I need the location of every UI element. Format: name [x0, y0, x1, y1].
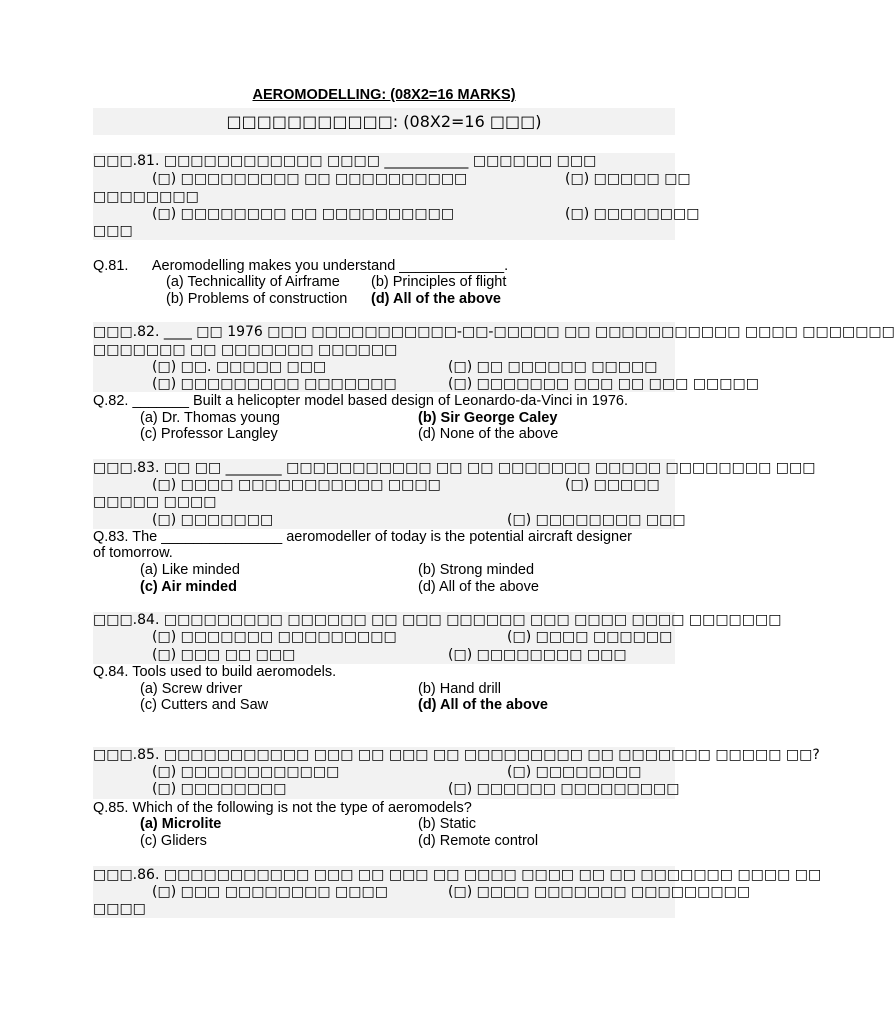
- question-81-hindi-option-c: (□) □□□□□□□□ □□ □□□□□□□□□□: [152, 206, 455, 222]
- question-85-hindi-block: [93, 747, 820, 799]
- question-83-text-line2: of tomorrow.: [93, 545, 173, 561]
- question-83-hindi-option-c: (□) □□□□□□□: [152, 512, 274, 528]
- question-82-option-c: (c) Professor Langley: [140, 426, 278, 442]
- question-84-option-b: (b) Hand drill: [418, 681, 501, 697]
- question-81-option-a: (a) Technicallity of Airframe: [166, 274, 340, 290]
- question-86-hindi-option-b-cont: □□□□: [93, 901, 146, 917]
- question-84-hindi-option-c: (□) □□□ □□ □□□: [152, 647, 296, 663]
- question-81-hindi-option-a: (□) □□□□□□□□□ □□ □□□□□□□□□□: [152, 171, 468, 187]
- question-84-hindi-option-d: (□) □□□□□□□□ □□□: [448, 647, 627, 663]
- question-83-option-d: (d) All of the above: [418, 579, 539, 595]
- question-83-hindi-option-b-cont: □□□□□ □□□□: [93, 494, 217, 510]
- question-86-hindi-option-a: (□) □□□ □□□□□□□□ □□□□: [152, 884, 388, 900]
- section-title-english: AEROMODELLING: (08X2=16 MARKS): [252, 87, 516, 103]
- question-85-hindi-text: □□□.85. □□□□□□□□□□□ □□□ □□ □□□ □□ □□□□□□□□□ □□ □□□□□□□ □□□□□ □□?: [93, 747, 820, 763]
- question-84-option-d-answer: (d) All of the above: [418, 697, 548, 713]
- question-81-hindi-option-d-cont: □□□: [93, 223, 133, 239]
- question-82-hindi-option-c: (□) □□□□□□□□□ □□□□□□□: [152, 376, 397, 392]
- question-81-option-d-answer: (d) All of the above: [371, 291, 501, 307]
- question-82-text: Q.82. _______ Built a helicopter model based design of Leonardo-da-Vinci in 1976.: [93, 393, 628, 409]
- question-84-hindi-text: □□□.84. □□□□□□□□□ □□□□□□ □□ □□□ □□□□□□ □□□ □□□□ □□□□ □□□□□□□: [93, 612, 782, 628]
- question-82-hindi-text-line1: □□□.82. ____ □□ 1976 □□□ □□□□□□□□□□□-□□-□□□□□ □□ □□□□□□□□□□□ □□□□ □□□□□□□: [93, 324, 895, 340]
- question-85-option-c: (c) Gliders: [140, 833, 207, 849]
- question-81-hindi-option-b-cont: □□□□□□□□: [93, 189, 199, 205]
- question-85-hindi-option-a: (□) □□□□□□□□□□□□: [152, 764, 340, 780]
- question-83-text-line1: Q.83. The _______________ aeromodeller of today is the potential aircraft designer: [93, 529, 633, 545]
- question-86-hindi-block: [93, 866, 822, 918]
- question-85-hindi-option-d: (□) □□□□□□ □□□□□□□□□: [448, 781, 680, 797]
- question-85-text: Q.85. Which of the following is not the type of aeromodels?: [93, 800, 472, 816]
- section-title-hindi: □□□□□□□□□□□: (08X2=16 □□□): [93, 108, 675, 135]
- question-81-hindi-option-d: (□) □□□□□□□□: [565, 206, 700, 222]
- question-85-option-b: (b) Static: [418, 816, 477, 832]
- question-85-hindi-option-b: (□) □□□□□□□□: [507, 764, 642, 780]
- question-85-option-a-answer: (a) Microlite: [140, 816, 222, 832]
- question-81-option-b: (b) Principles of flight: [371, 274, 507, 290]
- question-85-option-d: (d) Remote control: [418, 833, 539, 849]
- question-82-option-d: (d) None of the above: [418, 426, 559, 442]
- question-82-hindi-block: [93, 322, 895, 392]
- question-84-option-c: (c) Cutters and Saw: [140, 697, 269, 713]
- question-81-hindi-block: [93, 153, 700, 240]
- question-82-hindi-option-d: (□) □□□□□□□ □□□ □□ □□□ □□□□□: [448, 376, 759, 392]
- question-83-hindi-option-d: (□) □□□□□□□□ □□□: [507, 512, 686, 528]
- question-81-hindi-text: □□□.81. □□□□□□□□□□□□ □□□□ ____________ □□□□□□ □□□: [93, 153, 597, 169]
- question-83-option-a: (a) Like minded: [140, 562, 240, 578]
- question-84-option-a: (a) Screw driver: [140, 681, 243, 697]
- question-82-option-b-answer: (b) Sir George Caley: [418, 410, 558, 426]
- question-82-hindi-text-line2: □□□□□□□ □□ □□□□□□□ □□□□□□: [93, 342, 398, 358]
- question-81-option-c: (b) Problems of construction: [166, 291, 348, 307]
- question-83-option-b: (b) Strong minded: [418, 562, 535, 578]
- question-83-option-c-answer: (c) Air minded: [140, 579, 237, 595]
- question-85-hindi-option-c: (□) □□□□□□□□: [152, 781, 287, 797]
- question-84-hindi-block: [93, 612, 782, 664]
- question-83-hindi-option-b: (□) □□□□□: [565, 477, 660, 493]
- question-81-hindi-option-b: (□) □□□□□ □□: [565, 171, 691, 187]
- question-84-hindi-option-b: (□) □□□□ □□□□□□: [507, 629, 673, 645]
- question-83-hindi-block: [93, 459, 816, 529]
- question-84-hindi-option-a: (□) □□□□□□□ □□□□□□□□□: [152, 629, 397, 645]
- question-86-hindi-option-b: (□) □□□□ □□□□□□□ □□□□□□□□□: [448, 884, 751, 900]
- question-86-hindi-text: □□□.86. □□□□□□□□□□□ □□□ □□ □□□ □□ □□□□ □□□□ □□ □□ □□□□□□□ □□□□ □□: [93, 867, 822, 883]
- question-82-hindi-option-b: (□) □□ □□□□□□ □□□□□: [448, 359, 658, 375]
- question-81-text: Q.81. Aeromodelling makes you understand _____________.: [93, 258, 509, 274]
- question-82-hindi-option-a: (□) □□. □□□□□ □□□: [152, 359, 327, 375]
- question-82-option-a: (a) Dr. Thomas young: [140, 410, 280, 426]
- question-84-text: Q.84. Tools used to build aeromodels.: [93, 664, 337, 680]
- question-83-hindi-text: □□□.83. □□ □□ ________ □□□□□□□□□□□ □□ □□ □□□□□□□ □□□□□ □□□□□□□□ □□□: [93, 460, 816, 476]
- question-83-hindi-option-a: (□) □□□□ □□□□□□□□□□□ □□□□: [152, 477, 441, 493]
